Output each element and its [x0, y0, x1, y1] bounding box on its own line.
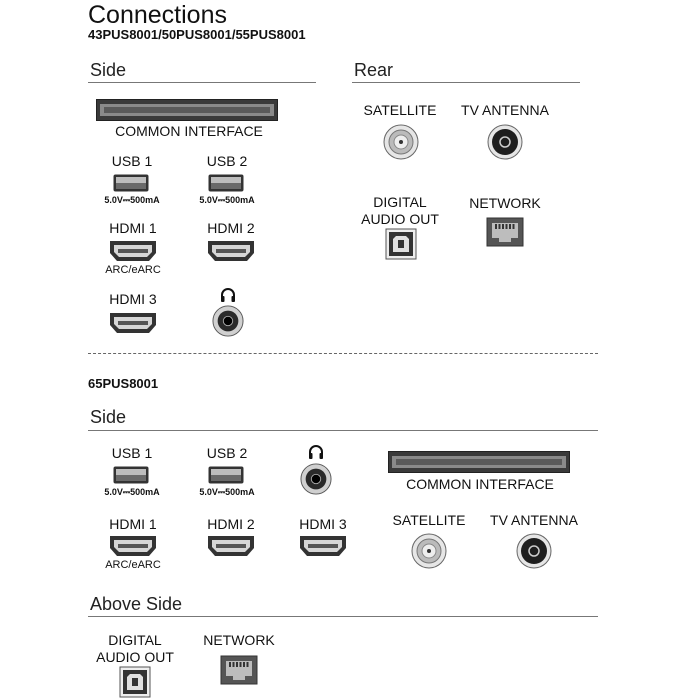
usb1-label: USB 1	[111, 153, 153, 169]
network-label: NETWORK	[203, 632, 275, 648]
hdmi3-label: HDMI 3	[109, 291, 157, 307]
satellite-label: SATELLITE	[363, 102, 437, 118]
model-list-b: 65PUS8001	[88, 376, 159, 391]
digital-audio-out-label: DIGITAL AUDIO OUT	[96, 632, 174, 665]
hdmi1-arc-label: ARC/eARC	[105, 559, 161, 571]
common-interface-slot	[388, 451, 570, 473]
section-rear-heading: Rear	[354, 60, 394, 80]
hdmi-port	[109, 535, 157, 557]
hdmi2-label: HDMI 2	[207, 220, 255, 236]
hdmi-port	[207, 240, 255, 262]
satellite-label: SATELLITE	[392, 512, 466, 528]
usb2-power-label: 5.0V⎓500mA	[199, 195, 255, 205]
common-interface-slot	[96, 99, 278, 121]
tv-antenna-label: TV ANTENNA	[490, 512, 578, 528]
section-side-heading: Side	[90, 407, 127, 427]
section-above-side-heading: Above Side	[90, 594, 183, 614]
optical-port	[119, 666, 151, 698]
section-divider	[88, 430, 598, 431]
section-side-heading: Side	[90, 60, 127, 80]
hdmi1-arc-label: ARC/eARC	[105, 264, 161, 276]
network-label: NETWORK	[469, 195, 541, 211]
model-list-a: 43PUS8001/50PUS8001/55PUS8001	[88, 27, 306, 42]
usb2-label: USB 2	[206, 153, 248, 169]
model-separator	[88, 353, 598, 354]
ethernet-port	[220, 655, 258, 685]
hdmi3-label: HDMI 3	[299, 516, 347, 532]
page-title: Connections	[88, 1, 227, 29]
ethernet-port	[486, 217, 524, 247]
common-interface-label: COMMON INTERFACE	[406, 476, 554, 492]
headphone-icon	[308, 444, 324, 460]
hdmi-port	[207, 535, 255, 557]
common-interface-label: COMMON INTERFACE	[115, 123, 263, 139]
usb-port	[208, 174, 244, 192]
usb-port	[113, 174, 149, 192]
optical-port	[385, 228, 417, 260]
digital-audio-out-label: DIGITAL AUDIO OUT	[361, 194, 439, 227]
hdmi1-label: HDMI 1	[109, 516, 157, 532]
hdmi-port	[299, 535, 347, 557]
usb-port	[208, 466, 244, 484]
headphone-jack	[212, 305, 244, 337]
usb2-label: USB 2	[206, 445, 248, 461]
usb1-power-label: 5.0V⎓500mA	[104, 487, 160, 497]
satellite-connector	[383, 124, 419, 160]
hdmi1-label: HDMI 1	[109, 220, 157, 236]
usb-port	[113, 466, 149, 484]
section-divider	[88, 82, 316, 83]
tv-antenna-label: TV ANTENNA	[461, 102, 549, 118]
section-divider	[352, 82, 580, 83]
hdmi-port	[109, 240, 157, 262]
section-divider	[88, 616, 598, 617]
usb1-label: USB 1	[111, 445, 153, 461]
antenna-connector	[516, 533, 552, 569]
headphone-icon	[220, 287, 236, 303]
usb2-power-label: 5.0V⎓500mA	[199, 487, 255, 497]
antenna-connector	[487, 124, 523, 160]
headphone-jack	[300, 463, 332, 495]
hdmi-port	[109, 312, 157, 334]
hdmi2-label: HDMI 2	[207, 516, 255, 532]
usb1-power-label: 5.0V⎓500mA	[104, 195, 160, 205]
satellite-connector	[411, 533, 447, 569]
